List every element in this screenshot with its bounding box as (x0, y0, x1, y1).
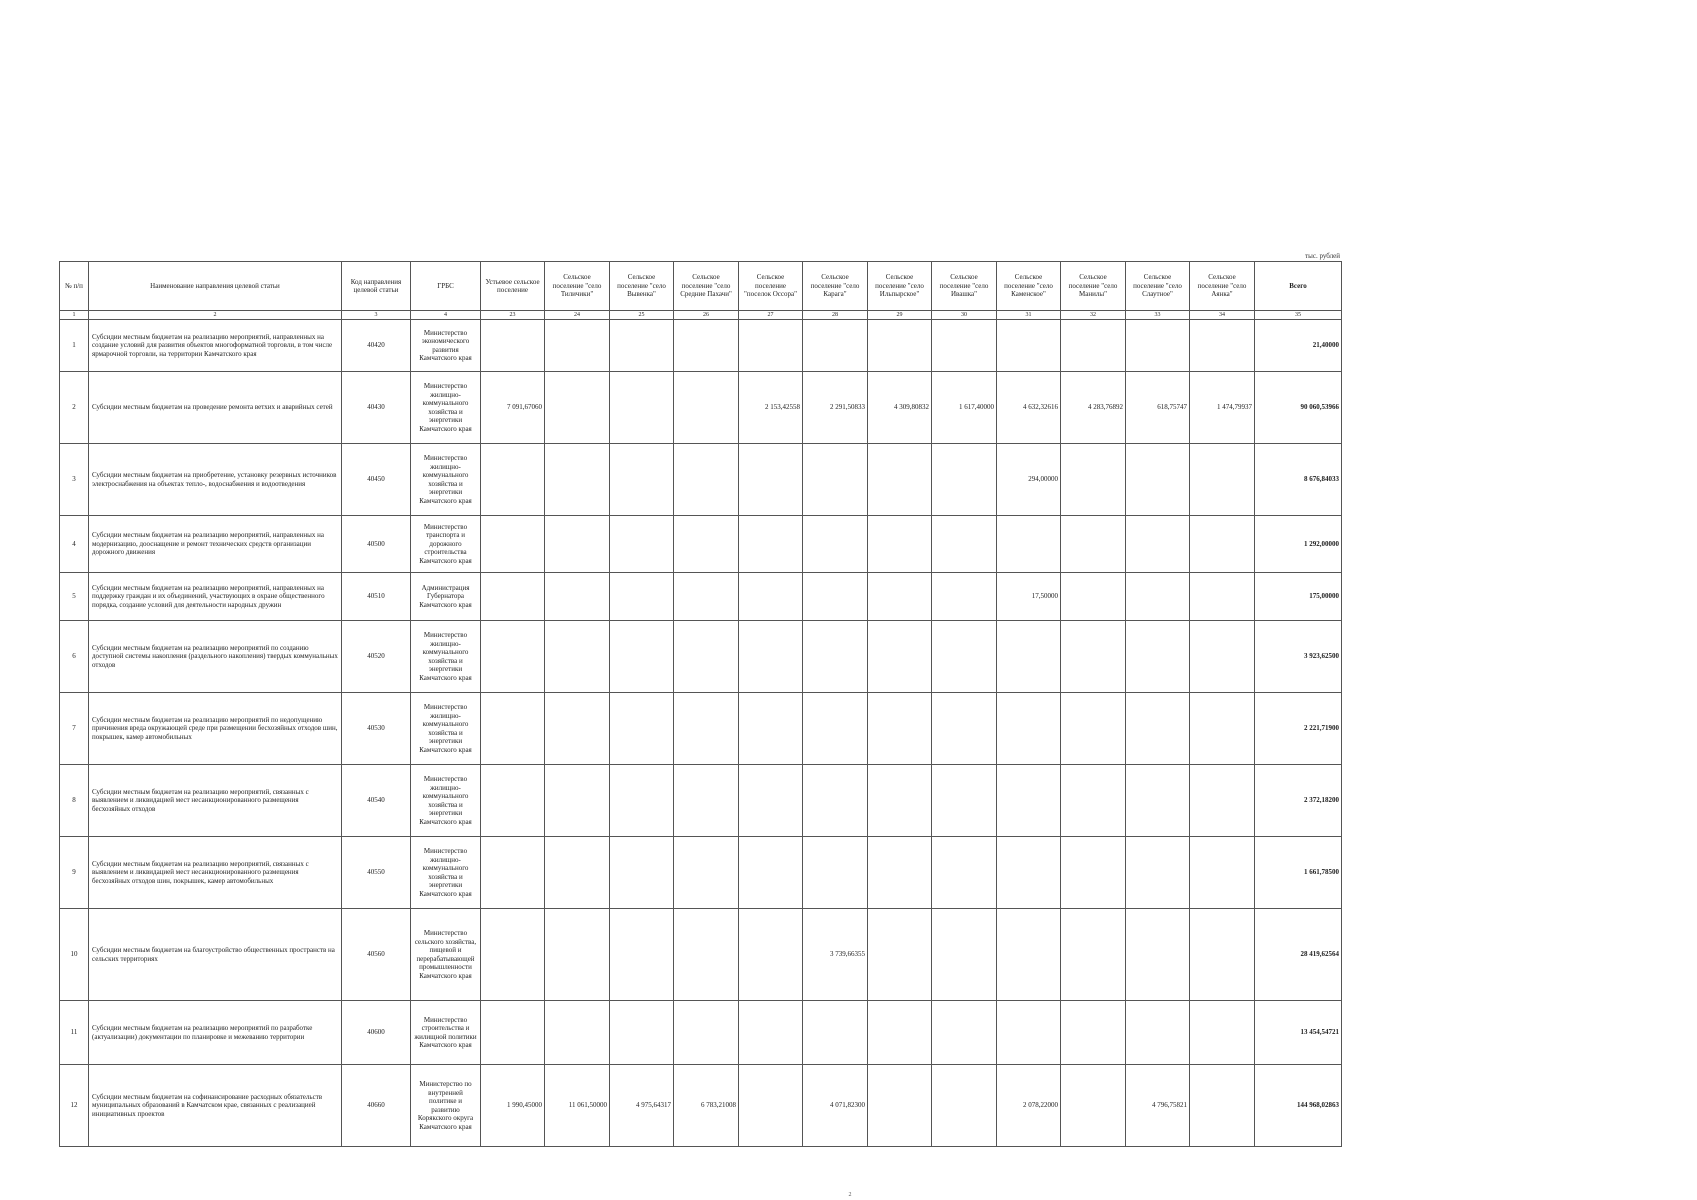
amount-cell (1126, 909, 1190, 1001)
subsidy-table (59, 261, 1342, 1147)
amount-cell (481, 516, 545, 573)
unit-label: тыс. рублей (1305, 252, 1340, 260)
grbs-cell: Администрация Губернатора Камчатского края (411, 573, 481, 621)
grbs-cell: Министерство строительства и жилищной политики Камчатского края (411, 1001, 481, 1065)
amount-cell (674, 765, 739, 837)
amount-cell (803, 1001, 868, 1065)
amount-cell (610, 693, 674, 765)
row-number-cell: 10 (60, 909, 89, 1001)
amount-cell (997, 765, 1061, 837)
amount-cell (610, 909, 674, 1001)
amount-cell (481, 909, 545, 1001)
amount-cell (803, 837, 868, 909)
amount-cell: 4 796,75821 (1126, 1065, 1190, 1147)
amount-cell (545, 765, 610, 837)
amount-cell (932, 837, 997, 909)
row-number-cell: 1 (60, 320, 89, 372)
amount-cell: 294,00000 (997, 444, 1061, 516)
amount-cell (545, 444, 610, 516)
amount-cell (739, 837, 803, 909)
amount-cell (997, 693, 1061, 765)
amount-cell (803, 516, 868, 573)
total-cell: 1 292,00000 (1255, 516, 1342, 573)
code-cell: 40500 (342, 516, 411, 573)
table-row (60, 573, 1342, 621)
table-row (60, 765, 1342, 837)
table-row (60, 320, 1342, 372)
table-row (60, 909, 1342, 1001)
column-header: Сельское поселение "село Аянка" (1190, 262, 1255, 311)
column-index-row (60, 311, 1342, 320)
amount-cell (868, 1001, 932, 1065)
direction-name-cell: Субсидии местным бюджетам на проведение ремонта ветхих и аварийных сетей (89, 372, 342, 444)
amount-cell (803, 573, 868, 621)
amount-cell (997, 909, 1061, 1001)
column-header: Устьевое сельское поселение (481, 262, 545, 311)
amount-cell (1126, 444, 1190, 516)
column-header: Сельское поселение "село Вывенка" (610, 262, 674, 311)
row-number-cell: 11 (60, 1001, 89, 1065)
amount-cell (1190, 909, 1255, 1001)
amount-cell (1190, 765, 1255, 837)
amount-cell (545, 837, 610, 909)
column-index: 33 (1126, 311, 1190, 320)
code-cell: 40540 (342, 765, 411, 837)
column-header: Сельское поселение "село Манилы" (1061, 262, 1126, 311)
column-header: ГРБС (411, 262, 481, 311)
total-cell: 175,00000 (1255, 573, 1342, 621)
column-header: Сельское поселение "село Средние Пахачи" (674, 262, 739, 311)
amount-cell: 11 061,50000 (545, 1065, 610, 1147)
amount-cell (1190, 444, 1255, 516)
amount-cell (997, 320, 1061, 372)
amount-cell (481, 1001, 545, 1065)
amount-cell (1061, 693, 1126, 765)
amount-cell (1190, 573, 1255, 621)
amount-cell (932, 444, 997, 516)
amount-cell (739, 909, 803, 1001)
column-index: 23 (481, 311, 545, 320)
total-cell: 28 419,62564 (1255, 909, 1342, 1001)
amount-cell (1126, 1001, 1190, 1065)
amount-cell (1126, 573, 1190, 621)
direction-name-cell: Субсидии местным бюджетам на приобретение, установку резервных источников электроснабжения на объектах тепло-, водоснабжения и водоотведения (89, 444, 342, 516)
code-cell: 40600 (342, 1001, 411, 1065)
amount-cell (481, 621, 545, 693)
direction-name-cell: Субсидии местным бюджетам на реализацию мероприятий, направленных на модернизацию, дооснащение и ремонт технических средств организации дорожного движения (89, 516, 342, 573)
amount-cell (545, 621, 610, 693)
amount-cell: 4 283,76892 (1061, 372, 1126, 444)
amount-cell (932, 693, 997, 765)
amount-cell: 2 291,50833 (803, 372, 868, 444)
total-cell: 8 676,84033 (1255, 444, 1342, 516)
amount-cell (932, 1001, 997, 1065)
total-cell: 21,40000 (1255, 320, 1342, 372)
total-cell: 2 372,18200 (1255, 765, 1342, 837)
amount-cell (674, 693, 739, 765)
amount-cell (1126, 320, 1190, 372)
amount-cell (803, 320, 868, 372)
amount-cell (932, 621, 997, 693)
amount-cell (1126, 837, 1190, 909)
column-header: № п/п (60, 262, 89, 311)
column-index: 2 (89, 311, 342, 320)
amount-cell: 4 632,32616 (997, 372, 1061, 444)
amount-cell (868, 693, 932, 765)
table-row (60, 516, 1342, 573)
column-index: 3 (342, 311, 411, 320)
amount-cell (868, 573, 932, 621)
column-index: 1 (60, 311, 89, 320)
total-cell: 3 923,62500 (1255, 621, 1342, 693)
column-index: 26 (674, 311, 739, 320)
amount-cell (868, 1065, 932, 1147)
amount-cell: 1 474,79937 (1190, 372, 1255, 444)
amount-cell (1126, 516, 1190, 573)
amount-cell (1061, 1065, 1126, 1147)
table-row (60, 372, 1342, 444)
code-cell: 40510 (342, 573, 411, 621)
amount-cell (481, 837, 545, 909)
code-cell: 40550 (342, 837, 411, 909)
amount-cell (674, 573, 739, 621)
amount-cell (674, 909, 739, 1001)
amount-cell: 6 783,21008 (674, 1065, 739, 1147)
table-body (60, 320, 1342, 1147)
amount-cell (868, 320, 932, 372)
grbs-cell: Министерство жилищно-коммунального хозяйства и энергетики Камчатского края (411, 837, 481, 909)
table-row (60, 1065, 1342, 1147)
table-row (60, 1001, 1342, 1065)
amount-cell (932, 573, 997, 621)
amount-cell (1126, 765, 1190, 837)
amount-cell (610, 516, 674, 573)
amount-cell (932, 765, 997, 837)
code-cell: 40450 (342, 444, 411, 516)
row-number-cell: 7 (60, 693, 89, 765)
column-index: 4 (411, 311, 481, 320)
code-cell: 40420 (342, 320, 411, 372)
amount-cell (610, 1001, 674, 1065)
row-number-cell: 2 (60, 372, 89, 444)
amount-cell (868, 909, 932, 1001)
table-row (60, 444, 1342, 516)
amount-cell (739, 320, 803, 372)
table-row (60, 837, 1342, 909)
column-header: Сельское поселение "село Каменское" (997, 262, 1061, 311)
amount-cell (610, 573, 674, 621)
amount-cell (739, 1001, 803, 1065)
amount-cell (739, 573, 803, 621)
amount-cell (932, 320, 997, 372)
amount-cell (1061, 621, 1126, 693)
amount-cell (610, 765, 674, 837)
amount-cell (932, 909, 997, 1001)
amount-cell (997, 621, 1061, 693)
amount-cell: 4 071,82300 (803, 1065, 868, 1147)
column-index: 27 (739, 311, 803, 320)
amount-cell: 4 309,80832 (868, 372, 932, 444)
amount-cell (674, 516, 739, 573)
amount-cell (868, 621, 932, 693)
amount-cell (545, 516, 610, 573)
amount-cell (868, 516, 932, 573)
total-cell: 2 221,71900 (1255, 693, 1342, 765)
code-cell: 40520 (342, 621, 411, 693)
amount-cell (739, 765, 803, 837)
amount-cell (1190, 693, 1255, 765)
grbs-cell: Министерство по внутренней политике и развитию Корякского округа Камчатского края (411, 1065, 481, 1147)
amount-cell (932, 1065, 997, 1147)
amount-cell (1190, 837, 1255, 909)
amount-cell (868, 444, 932, 516)
amount-cell (610, 320, 674, 372)
row-number-cell: 4 (60, 516, 89, 573)
amount-cell (1061, 909, 1126, 1001)
column-header: Сельское поселение "село Карага" (803, 262, 868, 311)
amount-cell (997, 837, 1061, 909)
amount-cell: 2 078,22000 (997, 1065, 1061, 1147)
row-number-cell: 8 (60, 765, 89, 837)
amount-cell (739, 1065, 803, 1147)
amount-cell (739, 516, 803, 573)
amount-cell (739, 693, 803, 765)
amount-cell (932, 516, 997, 573)
amount-cell (545, 693, 610, 765)
amount-cell (739, 444, 803, 516)
direction-name-cell: Субсидии местным бюджетам на благоустройство общественных пространств на сельских территориях (89, 909, 342, 1001)
amount-cell (674, 444, 739, 516)
column-index: 25 (610, 311, 674, 320)
amount-cell (868, 765, 932, 837)
row-number-cell: 5 (60, 573, 89, 621)
column-index: 34 (1190, 311, 1255, 320)
amount-cell (1061, 444, 1126, 516)
column-header: Сельское поселение "село Слаутное" (1126, 262, 1190, 311)
amount-cell: 4 975,64317 (610, 1065, 674, 1147)
amount-cell (674, 320, 739, 372)
amount-cell: 2 153,42558 (739, 372, 803, 444)
amount-cell (1190, 320, 1255, 372)
amount-cell (803, 765, 868, 837)
amount-cell (1061, 516, 1126, 573)
amount-cell (674, 372, 739, 444)
total-cell: 1 661,78500 (1255, 837, 1342, 909)
amount-cell (1190, 621, 1255, 693)
column-index: 29 (868, 311, 932, 320)
column-header: Сельское поселение "село Тиличики" (545, 262, 610, 311)
amount-cell (481, 765, 545, 837)
grbs-cell: Министерство жилищно-коммунального хозяйства и энергетики Камчатского края (411, 444, 481, 516)
amount-cell (1061, 837, 1126, 909)
grbs-cell: Министерство жилищно-коммунального хозяйства и энергетики Камчатского края (411, 372, 481, 444)
grbs-cell: Министерство жилищно-коммунального хозяйства и энергетики Камчатского края (411, 621, 481, 693)
amount-cell (1061, 765, 1126, 837)
direction-name-cell: Субсидии местным бюджетам на реализацию мероприятий, направленных на создание условий для развития объектов многоформатной торговли, в том числе ярмарочной торговли, на территории Камчатского края (89, 320, 342, 372)
column-header: Сельское поселение "село Ильпырское" (868, 262, 932, 311)
amount-cell (1061, 1001, 1126, 1065)
column-header: Наименование направления целевой статьи (89, 262, 342, 311)
total-cell: 144 968,02863 (1255, 1065, 1342, 1147)
page-number: 2 (848, 1192, 852, 1198)
amount-cell (545, 1001, 610, 1065)
column-index: 24 (545, 311, 610, 320)
amount-cell (610, 372, 674, 444)
direction-name-cell: Субсидии местным бюджетам на реализацию мероприятий, связанных с выявлением и ликвидацией мест несанкционированного размещения бесхозяйных отходов (89, 765, 342, 837)
direction-name-cell: Субсидии местным бюджетам на реализацию мероприятий, направленных на поддержку граждан и их объединений, участвующих в охране общественного порядка, создание условий для деятельности народных дружин (89, 573, 342, 621)
table-row (60, 693, 1342, 765)
code-cell: 40560 (342, 909, 411, 1001)
total-cell: 13 454,54721 (1255, 1001, 1342, 1065)
direction-name-cell: Субсидии местным бюджетам на софинансирование расходных обязательств муниципальных образований в Камчатском крае, связанных с реализацией инициативных проектов (89, 1065, 342, 1147)
amount-cell (1061, 320, 1126, 372)
amount-cell (545, 909, 610, 1001)
grbs-cell: Министерство экономического развития Камчатского края (411, 320, 481, 372)
grbs-cell: Министерство транспорта и дорожного строительства Камчатского края (411, 516, 481, 573)
column-index: 32 (1061, 311, 1126, 320)
amount-cell (545, 573, 610, 621)
column-header: Сельское поселение "село Ивашка" (932, 262, 997, 311)
grbs-cell: Министерство жилищно-коммунального хозяйства и энергетики Камчатского края (411, 765, 481, 837)
amount-cell (803, 693, 868, 765)
amount-cell: 1 617,40000 (932, 372, 997, 444)
column-index: 35 (1255, 311, 1342, 320)
amount-cell (545, 372, 610, 444)
amount-cell (610, 621, 674, 693)
code-cell: 40430 (342, 372, 411, 444)
amount-cell (674, 621, 739, 693)
amount-cell (481, 573, 545, 621)
row-number-cell: 9 (60, 837, 89, 909)
amount-cell (1190, 516, 1255, 573)
column-header: Всего (1255, 262, 1342, 311)
amount-cell (674, 1001, 739, 1065)
amount-cell (610, 837, 674, 909)
column-index: 31 (997, 311, 1061, 320)
amount-cell: 17,50000 (997, 573, 1061, 621)
total-cell: 90 060,53966 (1255, 372, 1342, 444)
amount-cell (868, 837, 932, 909)
amount-cell (1061, 573, 1126, 621)
direction-name-cell: Субсидии местным бюджетам на реализацию мероприятий по разработке (актуализации) документации по планировке и межеванию территории (89, 1001, 342, 1065)
direction-name-cell: Субсидии местным бюджетам на реализацию мероприятий, связанных с выявлением и ликвидацией мест несанкционированного размещения бесхозяйных отходов шин, покрышек, камер автомобильных (89, 837, 342, 909)
amount-cell: 1 990,45000 (481, 1065, 545, 1147)
code-cell: 40660 (342, 1065, 411, 1147)
amount-cell (803, 621, 868, 693)
row-number-cell: 3 (60, 444, 89, 516)
amount-cell (481, 693, 545, 765)
amount-cell: 618,75747 (1126, 372, 1190, 444)
amount-cell (997, 1001, 1061, 1065)
column-header: Сельское поселение "поселок Оссора" (739, 262, 803, 311)
direction-name-cell: Субсидии местным бюджетам на реализацию мероприятий по недопущению причинения вреда окружающей среде при размещении бесхозяйных отходов шин, покрышек, камер автомобильных (89, 693, 342, 765)
amount-cell (545, 320, 610, 372)
amount-cell (674, 837, 739, 909)
column-index: 30 (932, 311, 997, 320)
row-number-cell: 12 (60, 1065, 89, 1147)
amount-cell (1126, 621, 1190, 693)
amount-cell (610, 444, 674, 516)
column-index: 28 (803, 311, 868, 320)
amount-cell (1126, 693, 1190, 765)
amount-cell (481, 444, 545, 516)
table-row (60, 621, 1342, 693)
grbs-cell: Министерство жилищно-коммунального хозяйства и энергетики Камчатского края (411, 693, 481, 765)
header-row (60, 262, 1342, 311)
amount-cell: 3 739,66355 (803, 909, 868, 1001)
amount-cell (1190, 1001, 1255, 1065)
direction-name-cell: Субсидии местным бюджетам на реализацию мероприятий по созданию доступной системы накопления (раздельного накопления) твердых коммунальных отходов (89, 621, 342, 693)
amount-cell: 7 091,67060 (481, 372, 545, 444)
column-header: Код направления целевой статьи (342, 262, 411, 311)
amount-cell (481, 320, 545, 372)
amount-cell (997, 516, 1061, 573)
row-number-cell: 6 (60, 621, 89, 693)
amount-cell (803, 444, 868, 516)
amount-cell (1190, 1065, 1255, 1147)
amount-cell (739, 621, 803, 693)
grbs-cell: Министерство сельского хозяйства, пищевой и перерабатывающей промышленности Камчатского края (411, 909, 481, 1001)
code-cell: 40530 (342, 693, 411, 765)
